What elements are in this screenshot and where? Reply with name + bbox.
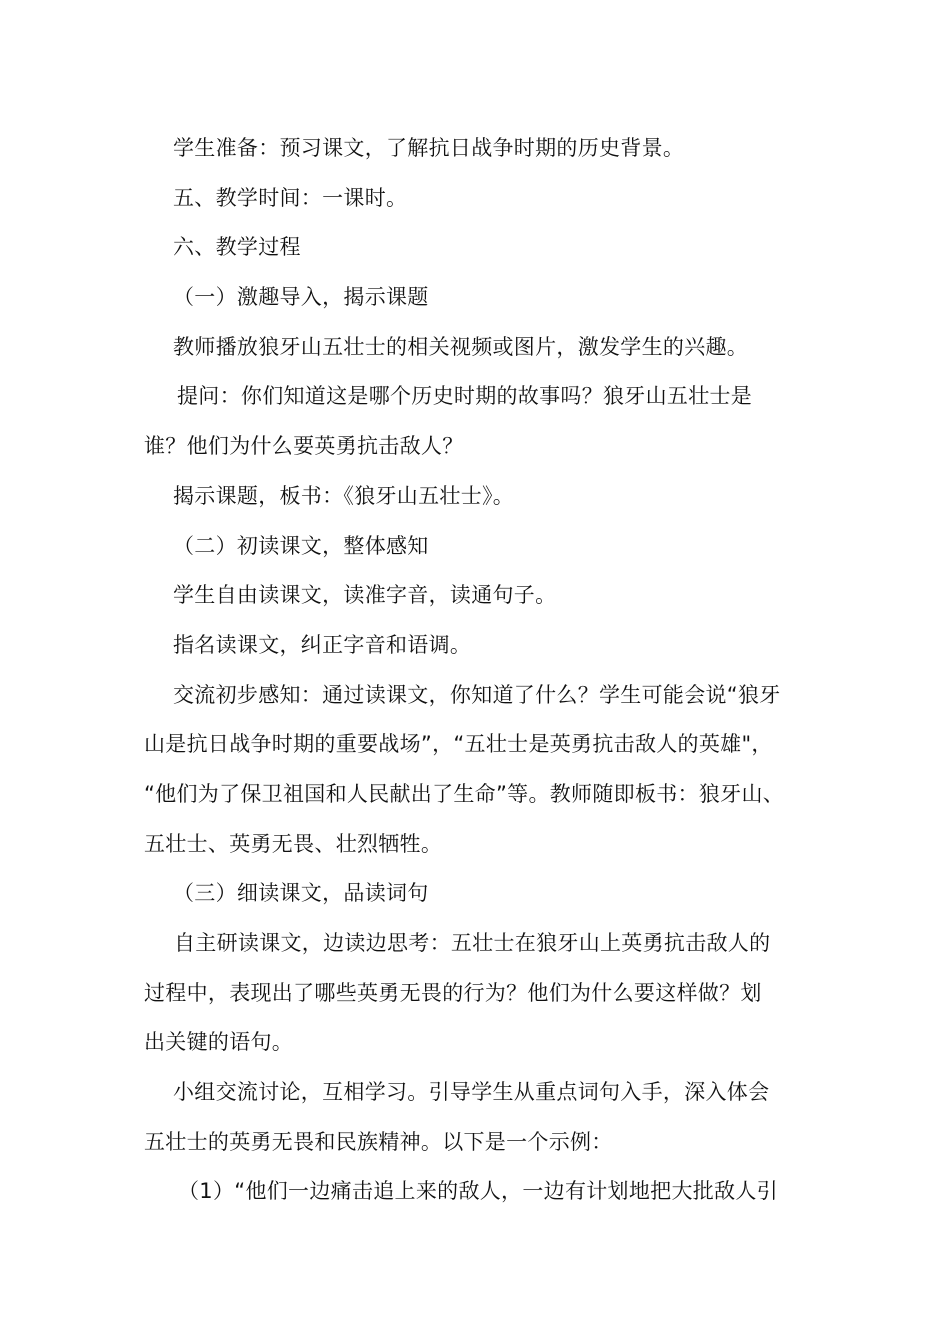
paragraph-line: 揭示课题，板书：《狼牙山五壮士》。	[173, 483, 515, 508]
paragraph-line: 谁？他们为什么要英勇抗击敌人？	[144, 434, 464, 459]
paragraph-line: 小组交流讨论，互相学习。引导学生从重点词句入手，深入体会	[173, 1080, 770, 1105]
paragraph-line: 五壮士的英勇无畏和民族精神。以下是一个示例：	[144, 1129, 613, 1154]
subsection-heading: （二）初读课文，整体感知	[173, 533, 429, 558]
paragraph-line: 五壮士、英勇无畏、壮烈牺牲。	[144, 831, 443, 856]
paragraph-line: 提问：你们知道这是哪个历史时期的故事吗？狼牙山五壮士是	[177, 384, 753, 409]
paragraph-line: 自主研读课文，边读边思考：五壮士在狼牙山上英勇抗击敌人的	[174, 931, 771, 955]
paragraph-line: “他们为了保卫祖国和人民献出了生命”等。教师随即板书：狼牙山、	[144, 781, 785, 806]
paragraph-line: （1）“他们一边痛击追上来的敌人，一边有计划地把大批敌人引	[178, 1179, 778, 1204]
section-heading: 六、教学过程	[173, 235, 301, 260]
subsection-heading: （三）细读课文，品读词句	[173, 881, 429, 906]
paragraph-line: 学生准备：预习课文，了解抗日战争时期的历史背景。	[173, 136, 685, 160]
section-heading: 五、教学时间：一课时。	[173, 185, 408, 210]
paragraph-line: 指名读课文，纠正字音和语调。	[173, 632, 472, 657]
paragraph-line: 山是抗日战争时期的重要战场”，“五壮士是英勇抗击敌人的英雄"，	[144, 732, 773, 757]
document-body	[144, 124, 808, 1217]
subsection-heading: （一）激趣导入，揭示课题	[173, 285, 429, 310]
paragraph-line: 教师播放狼牙山五壮士的相关视频或图片，激发学生的兴趣。	[173, 334, 749, 359]
paragraph-line: 学生自由读课文，读准字音，读通句子。	[173, 583, 557, 608]
paragraph-line: 交流初步感知：通过读课文，你知道了什么？学生可能会说“狼牙	[173, 682, 781, 707]
paragraph-line: 出关键的语句。	[144, 1030, 294, 1055]
paragraph-line: 过程中，表现出了哪些英勇无畏的行为？他们为什么要这样做？划	[144, 980, 762, 1005]
